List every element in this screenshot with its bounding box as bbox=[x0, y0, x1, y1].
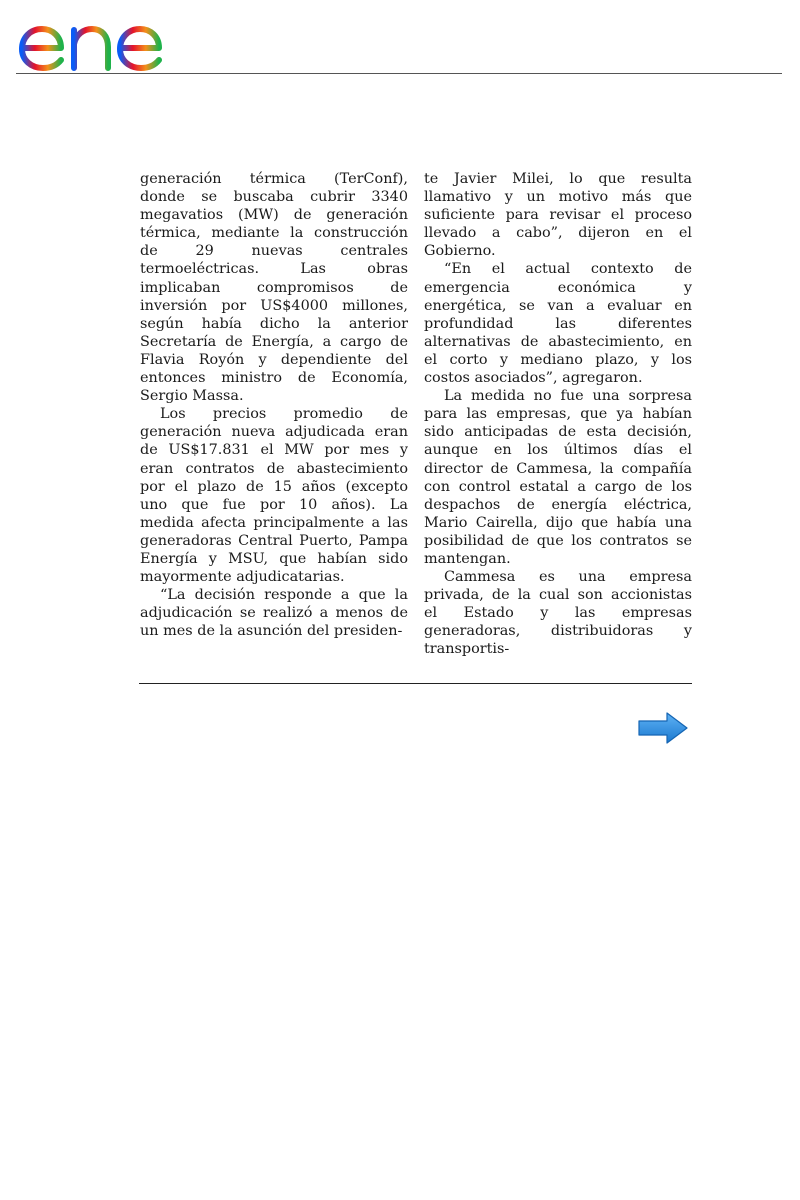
arrow-right-icon[interactable] bbox=[637, 711, 689, 745]
article-paragraph: La medida no fue una sorpresa para las empresas, que ya habían sido anticipadas de esta decisión, aunque en los últimos días el director de Cammesa, la compañía con control estatal a cargo de los despachos de energía eléctrica, Mario Cairella, dijo que había una posibilidad de que los contratos se mantengan. bbox=[424, 388, 692, 567]
article-paragraph: Los precios promedio de generación nueva adjudicada eran de US$17.831 el MW por mes y eran contratos de abastecimiento por el plazo de 15 años (excepto uno que fue por 10 años). La medida afecta principalmente a las generadoras Central Puerto, Pampa Energía y MSU, que habían sido mayormente adjudicatarias. bbox=[140, 406, 408, 586]
article-paragraph: te Javier Milei, lo que resulta llamativo y un motivo más que suficiente para revisar el proceso llevado a cabo”, dijeron en el Gobierno. bbox=[424, 171, 692, 260]
enel-logo bbox=[14, 2, 194, 74]
article-column-left bbox=[140, 170, 408, 640]
article-paragraph: “La decisión responde a que la adjudicación se realizó a menos de un mes de la asunción del presiden- bbox=[140, 587, 408, 640]
article-body bbox=[140, 170, 692, 680]
header-divider bbox=[16, 73, 782, 74]
article-divider bbox=[139, 683, 692, 684]
article-paragraph: Cammesa es una empresa privada, de la cual son accionistas el Estado y las empresas generadoras, distribuidoras y transportis- bbox=[424, 569, 692, 658]
article-paragraph: generación térmica (TerConf), donde se buscaba cubrir 3340 megavatios (MW) de generación térmica, mediante la construcción de 29 nuevas centrales termoeléctricas. Las obras implicaban compromisos de inversión por US$4000 millones, según había dicho la anterior Secretaría de Energía, a cargo de Flavia Royón y dependiente del entonces ministro de Economía, Sergio Massa. bbox=[140, 171, 408, 405]
article-column-right bbox=[424, 170, 692, 659]
article-paragraph: “En el actual contexto de emergencia económica y energética, se van a evaluar en profundidad las diferentes alternativas de abastecimiento, en el corto y mediano plazo, y los costos asociados”, agregaron. bbox=[424, 261, 692, 387]
